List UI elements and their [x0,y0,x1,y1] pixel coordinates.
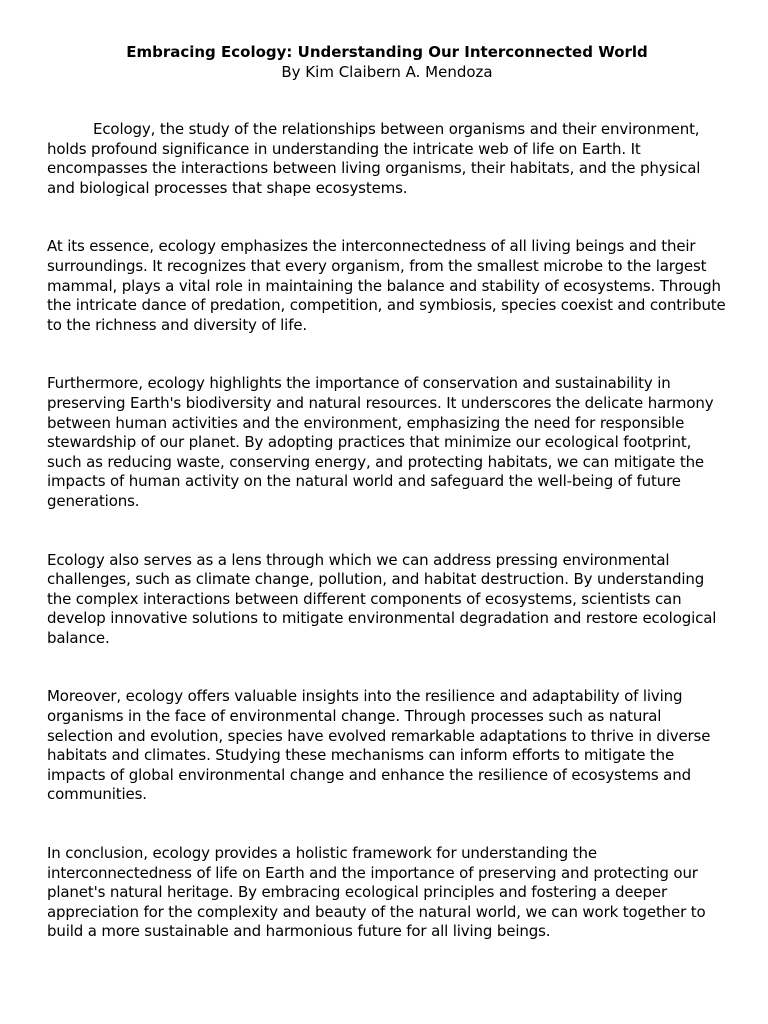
document-body [47,42,727,942]
paragraph-interconnectedness: At its essence, ecology emphasizes the interconnectedness of all living beings and their surroundings. It recognizes that every organism, from the smallest microbe to the largest mammal, plays a vital role in maintaining the balance and stability of ecosystems. Through the intricate dance of predation, competition, and symbiosis, species coexist and contribute to the richness and diversity of life. [47,237,726,334]
paragraph-resilience: Moreover, ecology offers valuable insights into the resilience and adaptability of living organisms in the face of environmental change. Through processes such as natural selection and evolution, species have evolved remarkable adaptations to thrive in diverse habitats and climates. Studying these mechanisms can inform efforts to mitigate the impacts of global environmental change and enhance the resilience of ecosystems and communities. [47,687,711,804]
paragraph-environmental-challenges: Ecology also serves as a lens through which we can address pressing environmental challenges, such as climate change, pollution, and habitat destruction. By understanding the complex interactions between different components of ecosystems, scientists can develop innovative solutions to mitigate environmental degradation and restore ecological balance. [47,550,717,647]
paragraph-introduction: Ecology, the study of the relationships between organisms and their environment, holds profound significance in understanding the intricate web of life on Earth. It encompasses the interactions between living organisms, their habitats, and the physical and biological processes that shape ecosystems. [47,120,701,197]
document-author: By Kim Claibern A. Mendoza [281,63,493,81]
paragraph-conclusion: In conclusion, ecology provides a holistic framework for understanding the interconnectedness of life on Earth and the importance of preserving and protecting our planet's natural heritage. By embracing ecological principles and fostering a deeper appreciation for the complexity and beauty of the natural world, we can work together to build a more sustainable and harmonious future for all living beings. [47,844,706,941]
paragraph-conservation: Furthermore, ecology highlights the importance of conservation and sustainability in preserving Earth's biodiversity and natural resources. It underscores the delicate harmony between human activities and the environment, emphasizing the need for responsible stewardship of our planet. By adopting practices that minimize our ecological footprint, such as reducing waste, conserving energy, and protecting habitats, we can mitigate the impacts of human activity on the natural world and safeguard the well-being of future generations. [47,374,714,510]
document-title: Embracing Ecology: Understanding Our Interconnected World [126,43,648,61]
